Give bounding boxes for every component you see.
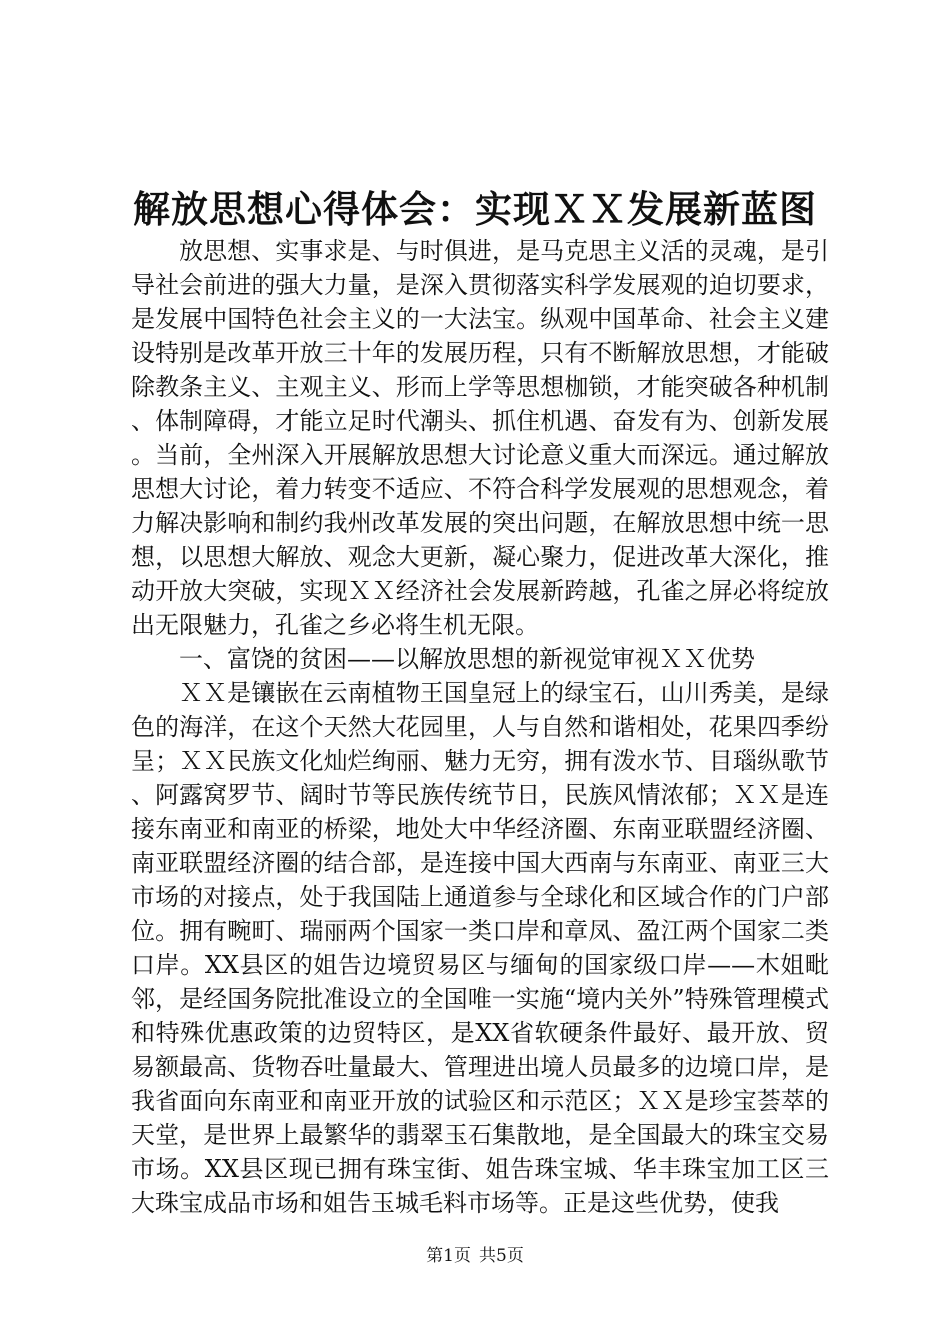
paragraph-advantages: ＸＸ是镶嵌在云南植物王国皇冠上的绿宝石，山川秀美，是绿色的海洋，在这个天然大花园里，人与自然和谐相处，花果四季纷呈；ＸＸ民族文化灿烂绚丽、魅力无穷，拥有泼水节、目瑙纵歌节、阿露窝罗节、阔时节等民族传统节日，民族风情浓郁；ＸＸ是连接东南亚和南亚的桥梁，地处大中华经济圈、东南亚联盟经济圈、南亚联盟经济圈的结合部，是连接中国大西南与东南亚、南亚三大市场的对接点，处于我国陆上通道参与全球化和区域合作的门户部位。拥有畹町、瑞丽两个国家一类口岸和章凤、盈江两个国家二类口岸。XX县区的姐告边境贸易区与缅甸的国家级口岸——木姐毗邻，是经国务院批准设立的全国唯一实施“境内关外”特殊管理模式和特殊优惠政策的边贸特区，是XX省软硬条件最好、最开放、贸易额最高、货物吞吐量最大、管理进出境人员最多的边境口岸，是我省面向东南亚和南亚开放的试验区和示范区；ＸＸ是珍宝荟萃的天堂，是世界上最繁华的翡翠玉石集散地，是全国最大的珠宝交易市场。XX县区现已拥有珠宝街、姐告珠宝城、华丰珠宝加工区三大珠宝成品市场和姐告玉城毛料市场等。正是这些优势，使我 xyxy=(131,679,829,1217)
page-total: 共5页 xyxy=(479,1246,524,1266)
section-heading: 一、富饶的贫困——以解放思想的新视觉审视ＸＸ优势 xyxy=(179,645,755,673)
document-title: 解放思想心得体会：实现ＸＸ发展新蓝图 xyxy=(133,187,817,231)
page-number: 第1页 xyxy=(426,1246,471,1266)
page-footer xyxy=(0,1244,950,1268)
paragraph-intro: 放思想、实事求是、与时俱进，是马克思主义活的灵魂，是引导社会前进的强大力量，是深入贯彻落实科学发展观的迫切要求，是发展中国特色社会主义的一大法宝。纵观中国革命、社会主义建设特别是改革开放三十年的发展历程，只有不断解放思想，才能破除教条主义、主观主义、形而上学等思想枷锁，才能突破各种机制、体制障碍，才能立足时代潮头、抓住机遇、奋发有为、创新发展。当前，全州深入开展解放思想大讨论意义重大而深远。通过解放思想大讨论，着力转变不适应、不符合科学发展观的思想观念，着力解决影响和制约我州改革发展的突出问题，在解放思想中统一思想，以思想大解放、观念大更新，凝心聚力，促进改革大深化，推动开放大突破，实现ＸＸ经济社会发展新跨越，孔雀之屏必将绽放出无限魅力，孔雀之乡必将生机无限。 xyxy=(131,237,829,639)
document-body xyxy=(131,234,829,1220)
